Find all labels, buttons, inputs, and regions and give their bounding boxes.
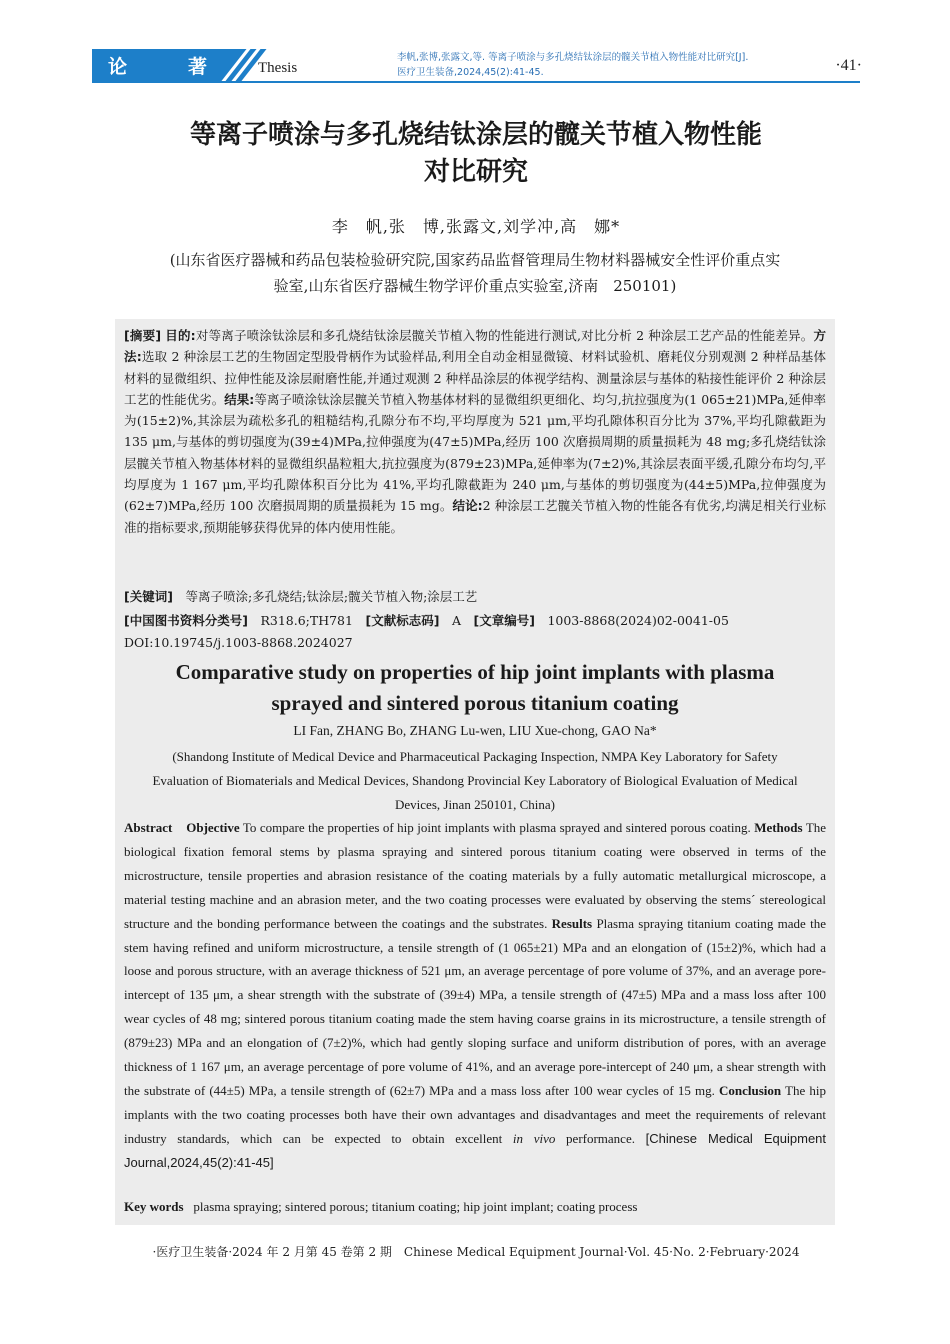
section-label-cn: 论 著: [108, 55, 208, 78]
abstract-cn-label: [摘要]: [124, 328, 162, 343]
classification-line: [中国图书资料分类号] R318.6;TH781 [文献标志码] A [文章编号] 1003-8868(2024)02-0041-05: [124, 613, 729, 628]
results-en-label: Results: [551, 915, 593, 931]
keywords-cn: [关键词] 等离子喷涂;多孔烧结;钛涂层;髋关节植入物;涂层工艺: [124, 589, 478, 604]
objective-cn-label: 目的:: [165, 328, 196, 343]
title-en-line1: Comparative study on properties of hip joint implants with plasma: [175, 660, 775, 684]
header-rule: [92, 81, 860, 83]
doi: DOI:10.19745/j.1003-8868.2024027: [124, 635, 353, 650]
page-number: ·41·: [835, 57, 862, 74]
authors-en: LI Fan, ZHANG Bo, ZHANG Lu-wen, LIU Xue-chong, GAO Na*: [293, 723, 657, 738]
affiliation-en: (Shandong Institute of Medical Device and Pharmaceutical Packaging Inspection, NMPA Key Laboratory for Safety Evaluation of Biomaterials and Medical Devices, Shandong Provincial Key Laboratory of Biological Evaluation of Medical Devices, Jinan 250101, China): [152, 749, 798, 812]
abstract-en: Abstract Objective To compare the properties of hip joint implants with plasma sprayed and sintered porous coating. Methods The biological fixation femoral stems by plasma spraying and sintered porous titanium coating were observed in terms of the microstructure, tensile properties and abrasion resistance of the coating materials by a fully automatic metallurgical microscope, a material testing machine and an abrasion meter, and the two coating processes were evaluated by observing the stems´ stereological structure and the bonding performance between the coatings and the substrates. Results Plasma spraying titanium coating made the stem having refined and uniform microstructure, a tensile strength of (1 065±21) MPa and an elongation of (15±2)%, which had a loose and porous structure, with an average thickness of 521 μm, an average percentage of pore volume of 37%, and an average pore-intercept of 135 μm, a shear strength with the substrate of (39±4) MPa, a tensile strength of (47±5) MPa and a mass loss after 100 wear cycles of 48 mg; sintered porous titanium coating made the stem having coarse grains in its microstructure, a tensile strength of (879±23) MPa and an elongation of (7±2)%, which had gently sloping surface and uniform distribution of pores, with an average thickness of 1 167 μm, an average percentage of pore volume of 41%, and an average pore-intercept of 240 μm, a shear strength with the substrate of (44±5) MPa, a tensile strength of (62±7) MPa and a mass loss after 100 wear cycles of 15 mg. Conclusion The hip implants with the two coating processes both have their own advantages and disadvantages and meet the requirements of relevant industry standards, which can be expected to obtain excellent in vivo performance. [Chinese Medical Equipment Journal,2024,45(2):41-45]: [124, 820, 827, 1170]
citation-header: 李帆,张博,张露文,等. 等离子喷涂与多孔烧结钛涂层的髋关节植入物性能对比研究[J]. 医疗卫生装备,2024,45(2):41-45.: [397, 52, 749, 78]
objective-en-label: Objective: [186, 820, 240, 835]
title-cn-line2: 对比研究: [423, 157, 528, 187]
authors-cn: 李 帆,张 博,张露文,刘学冲,高 娜*: [331, 217, 621, 236]
citation-en: [Chinese Medical Equipment Journal,2024,45(2):41-45]: [124, 1130, 827, 1170]
methods-en-label: Methods: [754, 820, 803, 835]
results-cn-label: 结果:: [224, 391, 255, 407]
abstract-cn: [摘要] 目的:对等离子喷涂钛涂层和多孔烧结钛涂层髋关节植入物的性能进行测试,对比分析 2 种涂层工艺产品的性能差异。方法:选取 2 种涂层工艺的生物固定型股骨柄作为试验样品,利用全自动金相显微镜、材料试验机、磨耗仪分别观测 2 种样品基体材料的显微组织、拉伸性能及涂层耐磨性能,并通过观测 2 种样品涂层的体视学结构、测量涂层与基体的粘接性能评价 2 种涂层工艺的性能优劣。结果:等离子喷涂钛涂层髋关节植入物基体材料的显微组织更细化、均匀,抗拉强度为(1 065±21)MPa,延伸率为(15±2)%,其涂层为疏松多孔的粗糙结构,孔隙分布不均,平均厚度为 521 μm,平均孔隙体积百分比为 37%,平均孔隙截距为 135 μm,与基体的剪切强度为(39±4)MPa,拉伸强度为(47±5)MPa,经历 100 次磨损周期的质量损耗为 48 mg;多孔烧结钛涂层髋关节植入物基体材料的显微组织晶粒粗大,抗拉强度为(879±23)MPa,延伸率为(7±2)%,其涂层表面平缓,孔隙分布均匀,平均厚度为 1 167 μm,平均孔隙体积百分比为 41%,平均孔隙截距为 240 μm,与基体的剪切强度为(44±5)MPa,拉伸强度为(62±7)MPa,经历 100 次磨损周期的质量损耗为 15 mg。结论:2 种涂层工艺髋关节植入物的性能各有优劣,均满足相关行业标准的指标要求,预期能够获得优异的体内使用性能。: [124, 328, 827, 535]
methods-cn-label: 方法:: [124, 328, 826, 365]
conclusion-en-label: Conclusion: [718, 1082, 782, 1098]
section-label-en: Thesis: [258, 60, 298, 76]
affiliation-cn: (山东省医疗器械和药品包装检验研究院,国家药品监督管理局生物材料器械安全性评价重点实 验室,山东省医疗器械生物学评价重点实验室,济南 250101): [169, 251, 781, 295]
keywords-en: Key words plasma spraying; sintered porous; titanium coating; hip joint implant; coating process: [124, 1199, 638, 1214]
title-cn-line1: 等离子喷涂与多孔烧结钛涂层的髋关节植入物性能: [189, 120, 762, 150]
title-en-line2: sprayed and sintered porous titanium coating: [271, 691, 679, 715]
section-banner: [92, 49, 258, 81]
page-footer: ·医疗卫生装备·2024 年 2 月第 45 卷第 2 期 Chinese Medical Equipment Journal·Vol. 45·No. 2·February·2024: [152, 1245, 800, 1259]
abstract-en-label: Abstract: [124, 820, 173, 835]
conclusion-cn-label: 结论:: [452, 498, 483, 514]
